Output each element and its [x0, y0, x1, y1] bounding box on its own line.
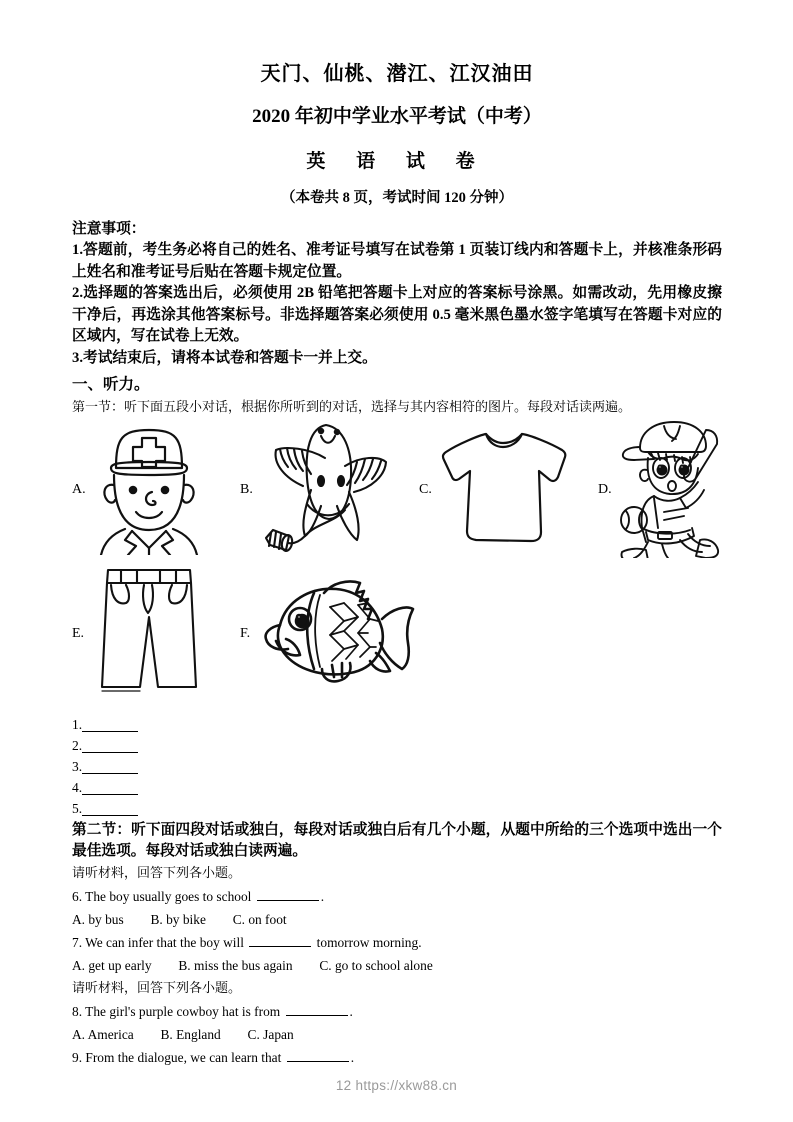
fish-icon [256, 577, 416, 690]
trousers-icon [90, 565, 208, 702]
answer-blank-5[interactable] [72, 795, 722, 816]
question-7-blank[interactable] [249, 935, 311, 947]
picture-label-a: A. [72, 481, 86, 497]
question-9-blank[interactable] [287, 1050, 349, 1062]
answer-blank-number-3: 3. [72, 759, 83, 775]
answer-blank-4[interactable] [72, 774, 722, 795]
answer-blank-line-3[interactable] [82, 761, 138, 774]
section-two-heading: 第二节：听下面四段对话或独白，每段对话或独白后有几个小题，从题中所给的三个选项中选出一个最佳选项。每段对话或独白读两遍。 [72, 821, 722, 859]
picture-option-b[interactable] [240, 417, 389, 563]
listening-answer-blanks [72, 711, 722, 816]
page-content [72, 0, 722, 1069]
page-title-region: 天门、仙桃、潜江、江汉油田 [260, 63, 534, 85]
page-title-note: （本卷共 8 页，考试时间 120 分钟） [281, 189, 513, 206]
page-footer-watermark: 12 https://xkw88.cn [335, 1078, 458, 1093]
question-6-stem [72, 885, 722, 908]
doctor-with-cross-cap-icon [92, 420, 207, 560]
question-7-options[interactable]: A. get up early B. miss the bus again C. go to school alone [72, 958, 433, 974]
answer-blank-number-2: 2. [72, 738, 83, 754]
answer-blank-number-5: 5. [72, 801, 83, 817]
section-one-heading: 一、听力。 [72, 376, 150, 394]
notice-heading: 注意事项： [72, 220, 146, 237]
picture-label-d: D. [598, 481, 612, 497]
answer-blank-1[interactable] [72, 711, 722, 732]
question-8-stem-text: 8. The girl's purple cowboy hat is from [72, 1003, 284, 1019]
picture-option-a[interactable] [72, 417, 207, 563]
question-6-blank[interactable] [257, 889, 319, 901]
question-list [72, 885, 722, 1069]
answer-blank-2[interactable] [72, 732, 722, 753]
answer-blank-line-1[interactable] [82, 719, 138, 732]
question-9-stem-text: 9. From the dialogue, we can learn that [72, 1049, 285, 1065]
notice-item-1: 1.答题前，考生务必将自己的姓名、准考证号填写在试卷第 1 页装订线内和答题卡上，并核准条形码上姓名和准考证号后贴在答题卡规定位置。 [72, 242, 722, 280]
picture-option-c[interactable] [419, 417, 568, 563]
question-8-options[interactable]: A. America B. England C. Japan [72, 1026, 294, 1042]
picture-option-d[interactable] [598, 417, 738, 563]
section-one-part-one-instruction: 第一节：听下面五段小对话，根据你所听到的对话，选择与其内容相符的图片。每段对话读两遍。 [72, 398, 632, 414]
answer-blank-line-5[interactable] [82, 803, 138, 816]
question-9-stem [72, 1046, 722, 1069]
answer-blank-number-4: 4. [72, 780, 83, 796]
picture-label-e: E. [72, 625, 85, 641]
answer-blank-line-4[interactable] [82, 782, 138, 795]
picture-option-f[interactable] [240, 563, 416, 705]
notice-block [72, 219, 722, 369]
answer-blank-line-2[interactable] [82, 740, 138, 753]
question-8-stem-tail: . [349, 1003, 353, 1019]
answer-blank-3[interactable] [72, 753, 722, 774]
picture-row-top [72, 417, 722, 563]
page-title-subject: 英 语 试 卷 [306, 150, 488, 172]
question-7-stem [72, 931, 722, 954]
kite-with-string-reel-icon [259, 418, 389, 561]
question-9-stem-tail: . [350, 1049, 355, 1065]
baseball-player-boy-icon [618, 416, 738, 563]
question-8-blank[interactable] [286, 1004, 348, 1016]
picture-label-f: F. [240, 625, 251, 641]
question-6-options[interactable]: A. by bus B. by bike C. on foot [72, 912, 287, 928]
section-two-cue-first: 请听材料，回答下列各小题。 [72, 865, 242, 881]
page-title-exam: 2020 年初中学业水平考试（中考） [252, 106, 542, 127]
title-block [72, 62, 722, 207]
picture-row-bottom [72, 563, 722, 705]
answer-blank-number-1: 1. [72, 717, 83, 733]
question-6-stem-tail: . [320, 889, 325, 905]
section-two-cue-second: 请听材料，回答下列各小题。 [72, 980, 242, 996]
picture-option-e[interactable] [72, 563, 208, 705]
notice-item-3: 3.考试结束后，请将本试卷和答题卡一并上交。 [72, 349, 377, 366]
picture-label-c: C. [419, 481, 432, 497]
notice-item-2: 2.选择题的答案选出后，必须使用 2B 铅笔把答题卡上对应的答案标号涂黑。如需改动，先用橡皮擦干净后，再选涂其他答案标号。非选择题答案必须使用 0.5 毫米黑色墨水签字笔填写在答题卡对应的区域内，写在试卷上无效。 [72, 285, 722, 345]
t-shirt-icon [438, 425, 568, 555]
question-8-stem [72, 1000, 722, 1023]
question-7-stem-tail: tomorrow morning. [313, 935, 422, 951]
picture-label-b: B. [240, 481, 253, 497]
question-6-stem-text: 6. The boy usually goes to school [72, 889, 255, 905]
question-7-stem-text: 7. We can infer that the boy will [72, 935, 248, 951]
